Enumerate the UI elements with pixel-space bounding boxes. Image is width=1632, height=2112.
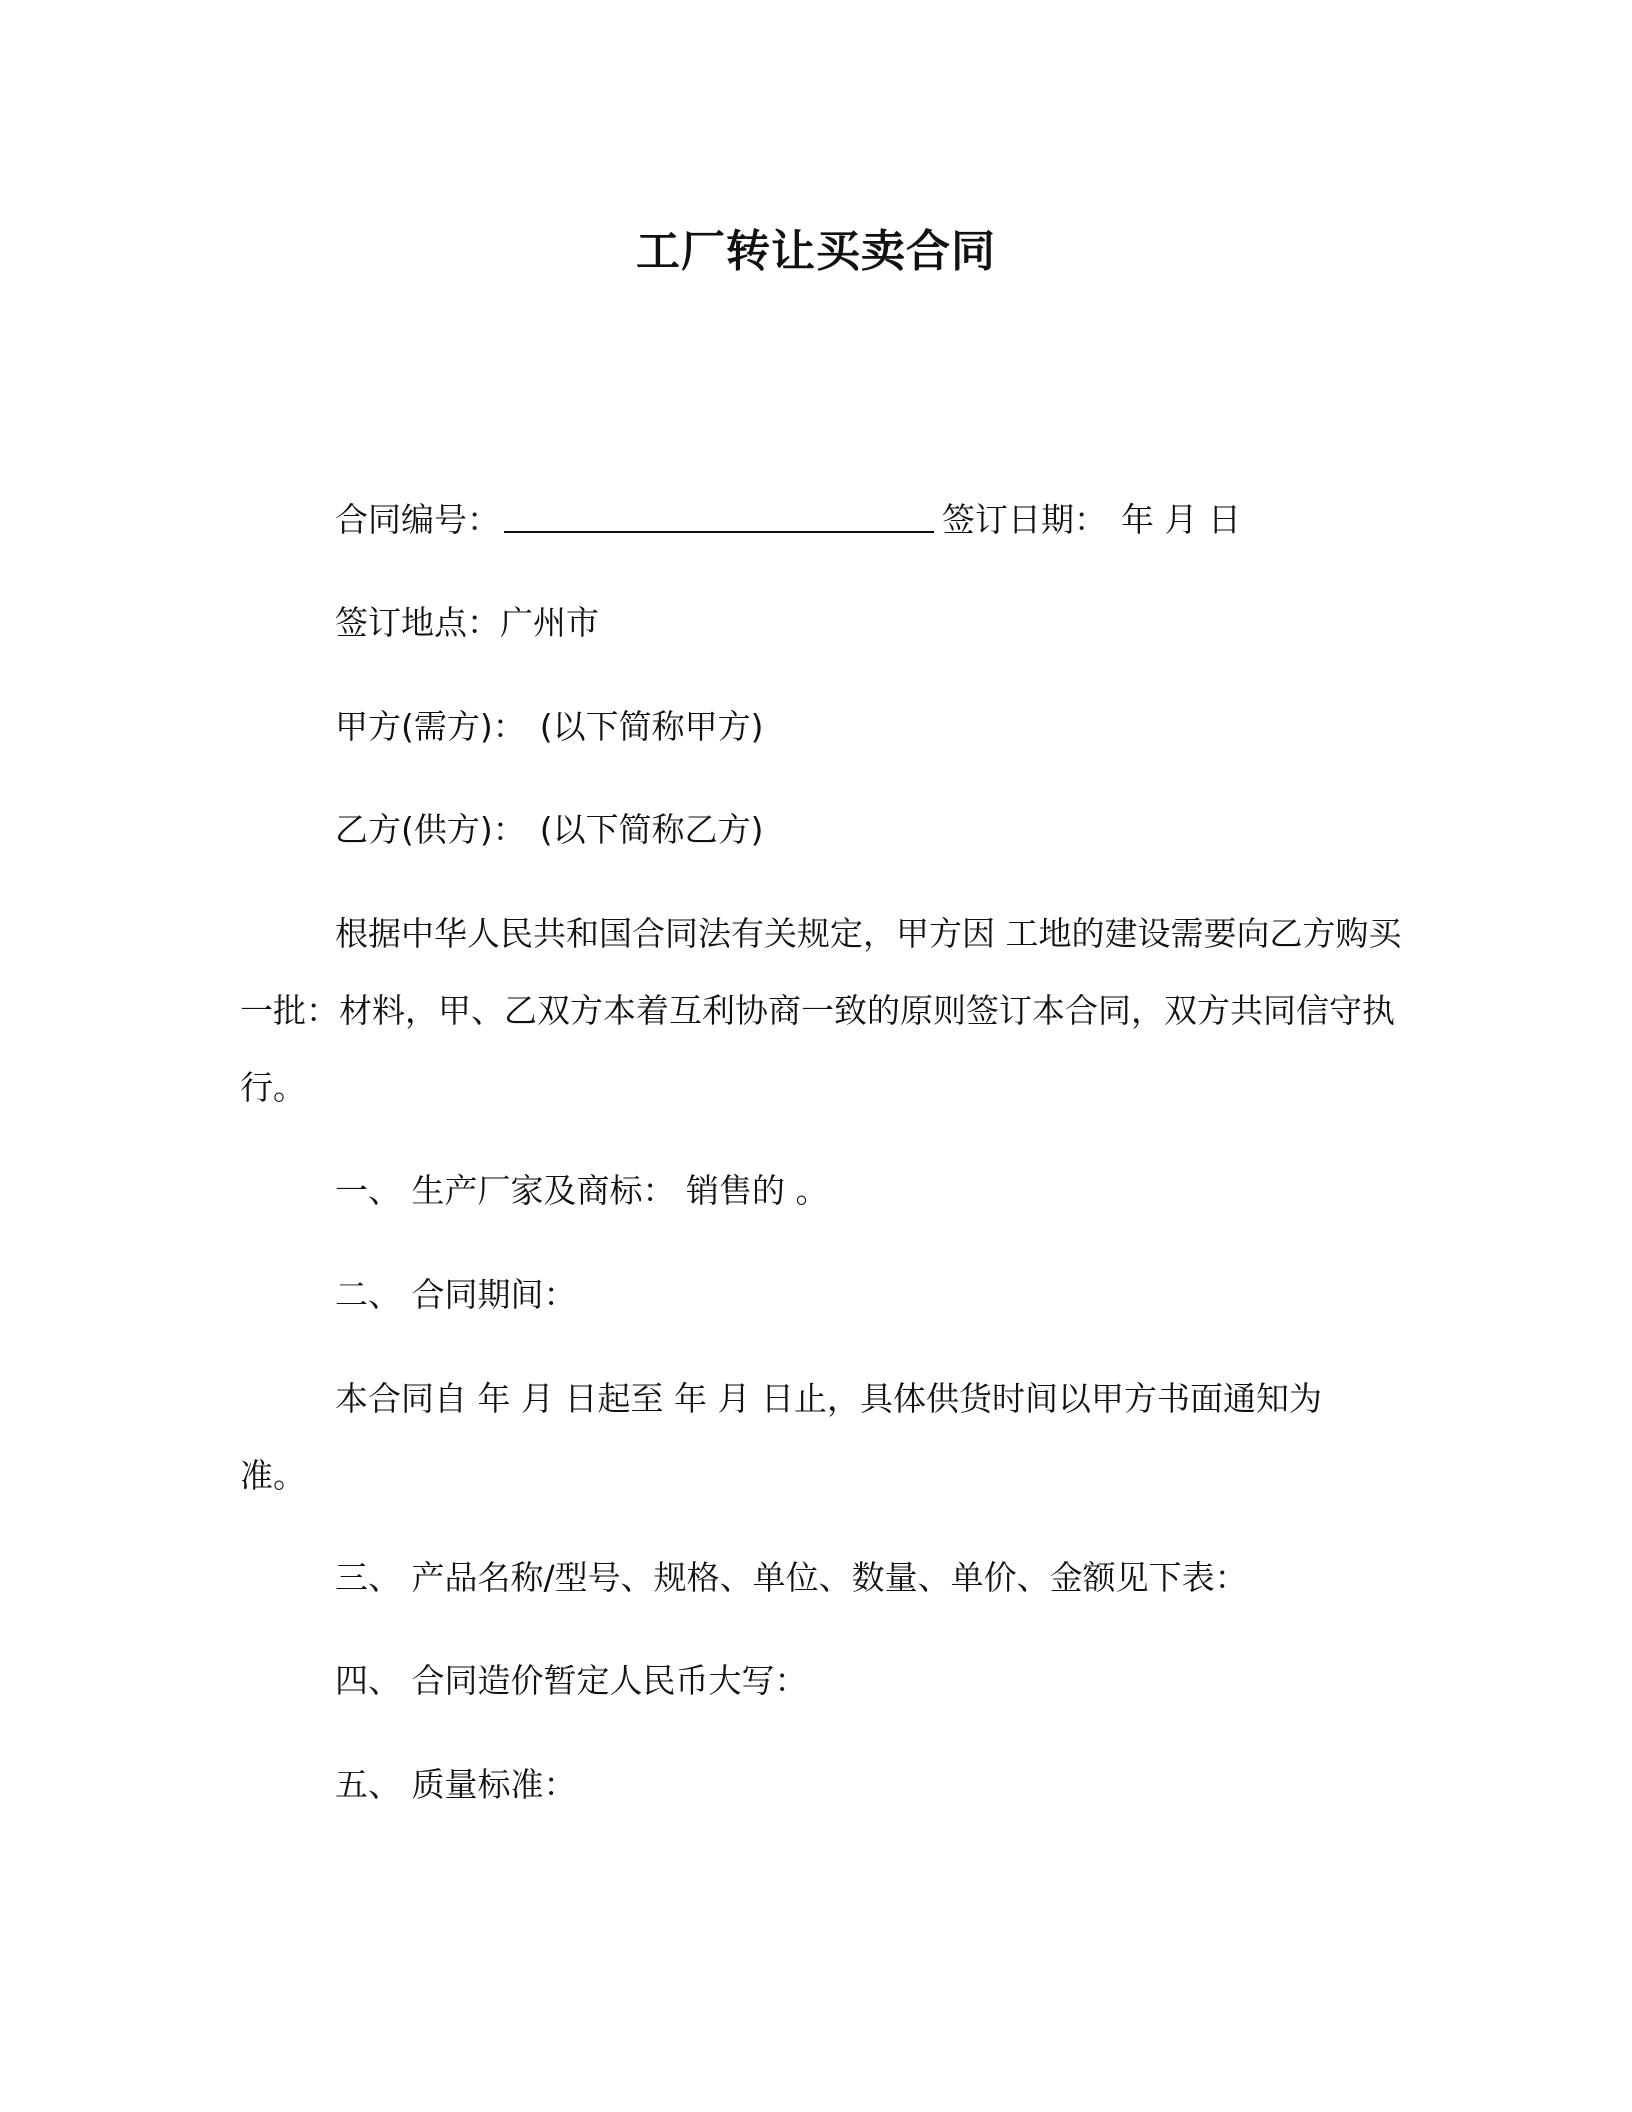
clause-2: 二、 合同期间： xyxy=(335,1275,577,1314)
contract-number-blank xyxy=(504,501,934,533)
party-b-line xyxy=(335,807,764,853)
clause-2-body: 本合同自 年 月 日起至 年 月 日止，具体供货时间以甲方书面通知为准。 xyxy=(240,1379,1322,1495)
contract-number-line xyxy=(335,497,1241,543)
document-title: 工厂转让买卖合同 xyxy=(636,226,996,277)
party-b-note: (以下简称乙方) xyxy=(539,810,764,849)
clause-1: 一、 生产厂家及商标： 销售的 。 xyxy=(335,1171,829,1210)
contract-number-label: 合同编号： xyxy=(335,500,500,539)
party-b-label: 乙方(供方)： xyxy=(335,810,526,849)
sign-date-value: 年 月 日 xyxy=(1121,500,1241,539)
clause-3: 三、 产品名称/型号、规格、单位、数量、单价、金额见下表： xyxy=(335,1558,1248,1597)
clause-4: 四、 合同造价暂定人民币大写： xyxy=(335,1661,808,1700)
sign-place-line xyxy=(335,600,599,646)
clause-5: 五、 质量标准： xyxy=(335,1765,577,1804)
sign-place-label: 签订地点： xyxy=(335,603,500,642)
party-a-label: 甲方(需方)： xyxy=(335,707,526,746)
party-a-note: (以下简称甲方) xyxy=(539,707,764,746)
sign-date-label: 签订日期： xyxy=(942,500,1107,539)
intro-paragraph: 根据中华人民共和国合同法有关规定，甲方因 工地的建设需要向乙方购买一批：材料，甲、乙双方本着互利协商一致的原则签订本合同，双方共同信守执行。 xyxy=(240,914,1402,1107)
party-a-line xyxy=(335,704,764,750)
sign-place-value: 广州市 xyxy=(500,603,599,642)
